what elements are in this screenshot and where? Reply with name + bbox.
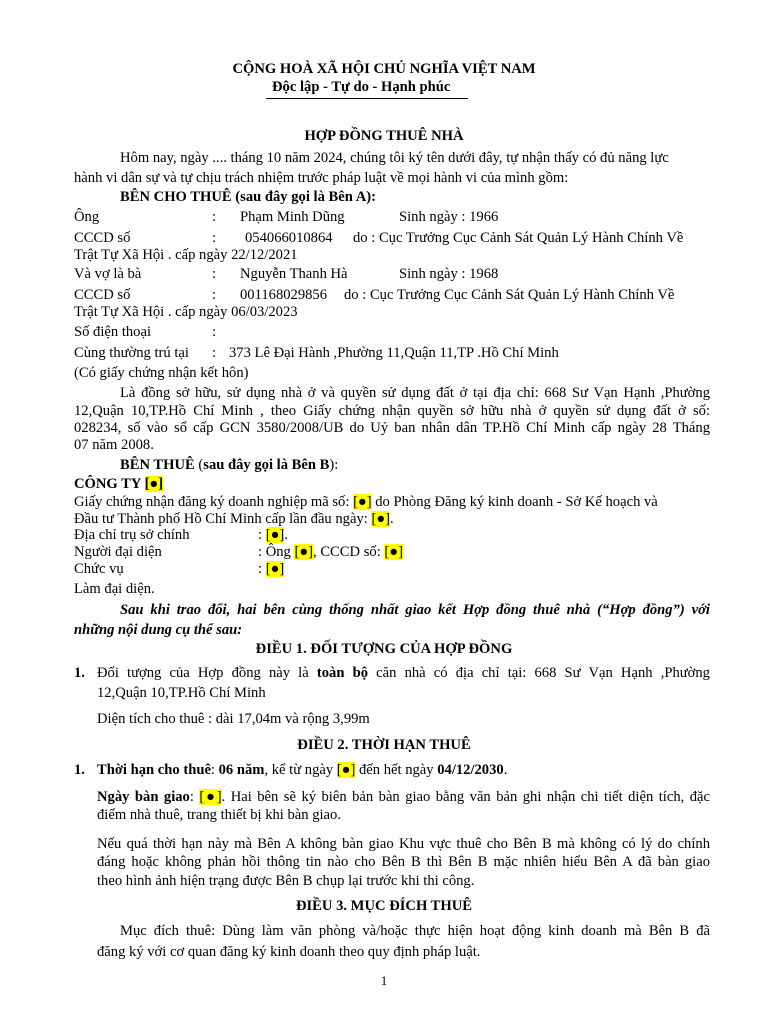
article-3-line-1: Mục đích thuê: Dùng làm văn phòng và/hoặc thực hiện hoạt động kinh doanh mà Bên B đã [120,923,710,939]
representative-value: : Ông [●], CCCD số: [●] [258,544,403,560]
wife-colon: : [212,266,217,282]
ownership-line-3: 028234, số vào sổ cấp GCN 3580/2008/UB do Uỷ ban nhân dân TP.Hồ Chí Minh cấp ngày 28 Tháng [74,420,710,436]
position-label: Chức vụ [74,561,124,577]
article-2-heading: ĐIỀU 2. THỜI HẠN THUÊ [297,737,471,753]
article-1-number: 1. [74,665,85,681]
intro-line-1: Hôm nay, ngày .... tháng 10 năm 2024, chúng tôi ký tên dưới đây, tự nhận thấy có đủ năng lực [120,150,669,166]
representative-closing: Làm đại diện. [74,581,155,597]
wife-id-value: 001168029856 [240,287,328,303]
party-a-heading: BÊN CHO THUÊ (sau đây gọi là Bên A): [120,189,376,205]
party-b-heading: BÊN THUÊ (sau đây gọi là Bên B): [120,457,339,473]
hq-label: Địa chỉ trụ sở chính [74,527,190,543]
husband-id-colon: : [212,230,217,246]
placeholder-marker: [●] [199,789,222,805]
hq-value: : [●]. [258,527,288,543]
article-1-line-2: 12,Quận 10,TP.Hồ Chí Minh [97,685,266,701]
marriage-note: (Có giấy chứng nhận kết hôn) [74,365,249,381]
late-handover-line-3: theo hình ảnh hiện trạng được Bên B chụp lại trước khi thi công. [97,873,475,889]
handover-line-2: điểm nhà thuê, trang thiết bị khi bàn giao. [97,807,341,823]
residence-colon: : [212,345,217,361]
phone-label: Số điện thoại [74,324,152,340]
ownership-line-1: Là đồng sở hữu, sử dụng nhà ở và quyền sử dụng đất ở tại địa chỉ: 668 Sư Vạn Hạnh ,Phường [120,385,710,401]
country-name: CỘNG HOÀ XÃ HỘI CHỦ NGHĨA VIỆT NAM [232,61,536,77]
placeholder-marker: [●] [265,527,285,543]
wife-id-issuer: do : Cục Trưởng Cục Cảnh Sát Quản Lý Hành Chính Về [344,287,675,303]
husband-label: Ông [74,209,100,225]
company-registration: Giấy chứng nhận đăng ký doanh nghiệp mã số: [●] do Phòng Đăng ký kinh doanh - Sở Kế hoạch và [74,494,658,510]
article-3-heading: ĐIỀU 3. MỤC ĐÍCH THUÊ [295,898,473,914]
motto-underline [266,98,468,99]
article-1-area: Diện tích cho thuê : dài 17,04m và rộng 3,99m [97,711,370,727]
wife-dob: Sinh ngày : 1968 [399,266,499,282]
husband-colon: : [212,209,217,225]
husband-id-label: CCCD số [74,230,131,246]
husband-id-issuer: do : Cục Trưởng Cục Cảnh Sát Quản Lý Hành Chính Về [353,230,684,246]
wife-id-issuer-cont: Trật Tự Xã Hội . cấp ngày 06/03/2023 [74,304,298,320]
rental-term: Thời hạn cho thuê: 06 năm, kể từ ngày [●] đến hết ngày 04/12/2030. [97,762,508,778]
company-registration-cont: Đầu tư Thành phố Hồ Chí Minh cấp lần đầu ngày: [●]. [74,511,394,527]
residence-label: Cùng thường trú tại [74,345,189,361]
page-number: 1 [380,973,388,988]
agreement-line-1: Sau khi trao đổi, hai bên cùng thống nhất giao kết Hợp đồng thuê nhà (“Hợp đồng”) với [120,602,710,618]
agreement-line-2: những nội dung cụ thể sau: [74,622,243,638]
intro-line-2: hành vi dân sự và tự chịu trách nhiệm trước pháp luật về mọi hành vi của mình gồm: [74,170,569,186]
wife-name: Nguyễn Thanh Hà [240,266,348,282]
placeholder-marker: [●] [144,476,164,492]
wife-label: Và vợ là bà [74,266,142,282]
residence-value: 373 Lê Đại Hành ,Phường 11,Quận 11,TP .Hồ Chí Minh [229,345,559,361]
placeholder-marker: [●] [336,762,356,778]
wife-id-colon: : [212,287,217,303]
article-1-heading: ĐIỀU 1. ĐỐI TƯỢNG CỦA HỢP ĐỒNG [255,641,513,657]
placeholder-marker: [●] [294,544,314,560]
wife-id-label: CCCD số [74,287,131,303]
husband-name: Phạm Minh Dũng [240,209,345,225]
position-value: : [●] [258,561,285,577]
ownership-line-2: 12,Quận 10,TP.Hồ Chí Minh , theo Giấy chứng nhận quyền sở hữu nhà ở quyền sử dụng đất ở số: [74,403,710,419]
ownership-line-4: 07 năm 2008. [74,437,154,453]
article-2-number: 1. [74,762,85,778]
placeholder-marker: [●] [371,511,390,527]
national-motto: Độc lập - Tự do - Hạnh phúc [272,79,451,95]
husband-id-value: 054066010864 [245,230,333,246]
representative-label: Người đại diện [74,544,162,560]
company-name: CÔNG TY [●] [74,476,164,492]
husband-id-issuer-cont: Trật Tự Xã Hội . cấp ngày 22/12/2021 [74,247,298,263]
phone-colon: : [212,324,217,340]
article-3-line-2: đăng ký với cơ quan đăng ký kinh doanh theo quy định pháp luật. [97,944,481,960]
placeholder-marker: [●] [265,561,285,577]
husband-dob: Sinh ngày : 1966 [399,209,499,225]
handover-line-1: Ngày bàn giao: [●]. Hai bên sẽ ký biên bản bàn giao bằng văn bản ghi nhận chi tiết diện tích, đặc [97,789,711,805]
late-handover-line-2: đáng hoặc không phản hồi thông tin nào cho Bên B thì Bên B mặc nhiên hiểu Bên A đã bàn giao [97,854,710,870]
article-1-line-1: Đối tượng của Hợp đồng này là toàn bộ căn nhà có địa chỉ tại: 668 Sư Vạn Hạnh ,Phường [97,665,710,681]
placeholder-marker: [●] [384,544,403,560]
late-handover-line-1: Nếu quá thời hạn này mà Bên A không bàn giao Khu vực thuê cho Bên B mà không có lý do chính [97,836,710,852]
document-title: HỢP ĐỒNG THUÊ NHÀ [304,128,464,144]
placeholder-marker: [●] [353,494,372,510]
